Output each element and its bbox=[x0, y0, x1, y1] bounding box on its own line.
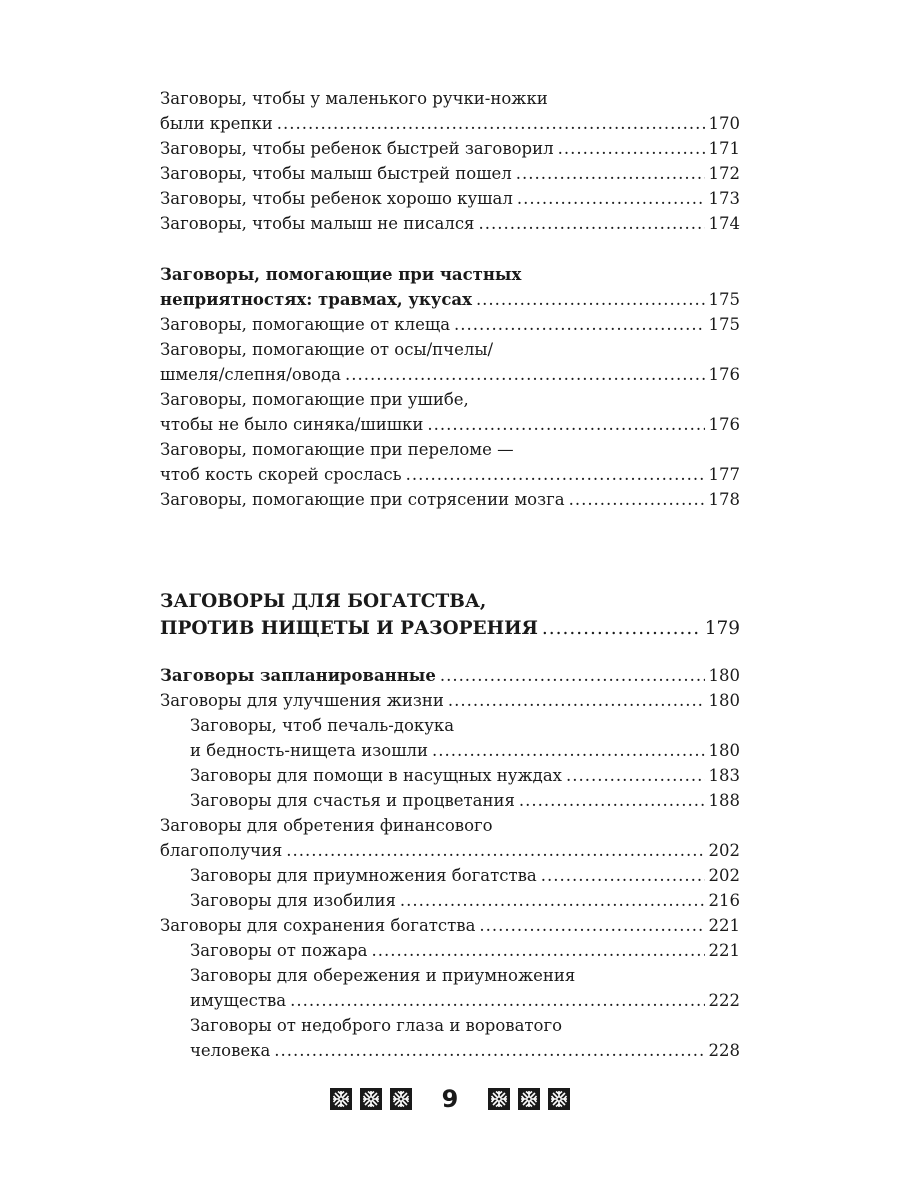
toc-entry-title: и бедность-нищета изошли bbox=[190, 741, 429, 760]
toc-entry[interactable] bbox=[160, 788, 740, 813]
toc-entry-continuation bbox=[160, 963, 740, 988]
toc-entry[interactable] bbox=[160, 663, 740, 688]
toc-entry-title: имущества bbox=[190, 991, 287, 1010]
toc-entry[interactable] bbox=[160, 863, 740, 888]
toc-entry-title: чтоб кость скорей срослась bbox=[160, 465, 402, 484]
toc-page-number: 177 bbox=[708, 465, 740, 484]
toc-entry[interactable] bbox=[160, 487, 740, 512]
toc-entry-title: Заговоры для приумножения богатства bbox=[190, 866, 537, 885]
toc-page-number: 173 bbox=[708, 189, 740, 208]
toc-entry[interactable] bbox=[160, 888, 740, 913]
toc-entry-continuation bbox=[160, 813, 740, 838]
toc-entry[interactable] bbox=[160, 161, 740, 186]
toc-entry-title: ЗАГОВОРЫ ДЛЯ БОГАТСТВА, bbox=[160, 591, 487, 612]
toc-entry-continuation bbox=[160, 337, 740, 362]
toc-page-number: 172 bbox=[708, 164, 740, 183]
toc-entry-title: Заговоры для изобилия bbox=[190, 891, 396, 910]
toc-page-number: 222 bbox=[708, 991, 740, 1010]
dot-leader bbox=[406, 462, 705, 487]
toc-entry-title: были крепки bbox=[160, 114, 273, 133]
dot-leader bbox=[517, 186, 705, 211]
dot-leader bbox=[274, 1038, 704, 1063]
toc-entry[interactable] bbox=[160, 287, 740, 312]
toc-page-number: 176 bbox=[708, 415, 740, 434]
toc-entry-title: Заговоры от недоброго глаза и вороватого bbox=[190, 1016, 563, 1035]
toc-entry-title: Заговоры, чтобы ребенок быстрей заговорил bbox=[160, 139, 554, 158]
toc-page-number: 171 bbox=[708, 139, 740, 158]
dot-leader bbox=[569, 487, 705, 512]
toc-page-number: 180 bbox=[708, 666, 740, 685]
toc-entry-title: Заговоры, чтобы малыш не писался bbox=[160, 214, 475, 233]
toc-entry[interactable] bbox=[160, 988, 740, 1013]
toc-page-number: 188 bbox=[708, 791, 740, 810]
toc-entry-continuation bbox=[160, 437, 740, 462]
toc-entry-title: ПРОТИВ НИЩЕТЫ И РАЗОРЕНИЯ bbox=[160, 618, 538, 639]
toc-page-number: 221 bbox=[708, 941, 740, 960]
toc-page-number: 174 bbox=[708, 214, 740, 233]
dot-leader bbox=[541, 863, 705, 888]
toc-entry-title: Заговоры, помогающие при частных bbox=[160, 265, 522, 284]
toc-entry[interactable] bbox=[160, 362, 740, 387]
toc-page-number: 228 bbox=[708, 1041, 740, 1060]
toc-page-number: 178 bbox=[708, 490, 740, 509]
toc-page-number: 170 bbox=[708, 114, 740, 133]
toc-entry-title: Заговоры, помогающие при переломе — bbox=[160, 440, 514, 459]
toc-entry[interactable] bbox=[160, 312, 740, 337]
toc-entry[interactable] bbox=[160, 211, 740, 236]
dot-leader bbox=[448, 688, 705, 713]
toc-page-number: 180 bbox=[708, 741, 740, 760]
toc-entry[interactable] bbox=[160, 738, 740, 763]
toc-entry-title: благополучия bbox=[160, 841, 283, 860]
toc-section bbox=[160, 588, 740, 642]
toc-entry-continuation bbox=[160, 262, 740, 287]
snowflake-ornament-icon bbox=[360, 1088, 382, 1110]
dot-leader bbox=[345, 362, 705, 387]
snowflake-ornament-icon bbox=[330, 1088, 352, 1110]
toc-entry-title: Заговоры, помогающие при ушибе, bbox=[160, 390, 469, 409]
toc-entry-continuation bbox=[160, 588, 740, 615]
toc-entry[interactable] bbox=[160, 111, 740, 136]
toc-section bbox=[160, 663, 740, 1063]
toc-entry[interactable] bbox=[160, 136, 740, 161]
dot-leader bbox=[454, 312, 704, 337]
dot-leader bbox=[478, 211, 704, 236]
toc-entry-title: Заговоры, чтоб печаль-докука bbox=[190, 716, 455, 735]
toc-page-number: 175 bbox=[708, 315, 740, 334]
dot-leader bbox=[427, 412, 704, 437]
toc-entry[interactable] bbox=[160, 938, 740, 963]
toc-entry-title: неприятностях: травмах, укусах bbox=[160, 290, 472, 309]
dot-leader bbox=[400, 888, 705, 913]
toc-entry-title: Заговоры от пожара bbox=[190, 941, 368, 960]
toc-entry-title: Заговоры для обережения и приумножения bbox=[190, 966, 576, 985]
toc-page-number: 176 bbox=[708, 365, 740, 384]
toc-entry[interactable] bbox=[160, 186, 740, 211]
toc-entry-title: Заговоры, помогающие при сотрясении мозга bbox=[160, 490, 565, 509]
snowflake-ornament-icon bbox=[548, 1088, 570, 1110]
toc-entry-title: Заговоры для сохранения богатства bbox=[160, 916, 476, 935]
snowflake-ornament-icon bbox=[518, 1088, 540, 1110]
toc-entry-title: человека bbox=[190, 1041, 271, 1060]
page-number: 9 bbox=[441, 1085, 459, 1113]
toc-entry-title: Заговоры, помогающие от осы/пчелы/ bbox=[160, 340, 494, 359]
toc-page-number: 180 bbox=[708, 691, 740, 710]
dot-leader bbox=[372, 938, 705, 963]
toc-entry-continuation bbox=[160, 86, 740, 111]
dot-leader bbox=[290, 988, 704, 1013]
toc-entry-title: Заговоры для улучшения жизни bbox=[160, 691, 444, 710]
dot-leader bbox=[277, 111, 705, 136]
toc-page-number: 202 bbox=[708, 866, 740, 885]
dot-leader bbox=[566, 763, 705, 788]
toc-entry[interactable] bbox=[160, 412, 740, 437]
dot-leader bbox=[479, 913, 704, 938]
toc-entry-title: Заговоры для счастья и процветания bbox=[190, 791, 515, 810]
toc-entry-title: чтобы не было синяка/шишки bbox=[160, 415, 424, 434]
toc-entry[interactable] bbox=[160, 913, 740, 938]
toc-entry-title: Заговоры, помогающие от клеща bbox=[160, 315, 451, 334]
page-footer bbox=[0, 1085, 900, 1113]
toc-entry-continuation bbox=[160, 387, 740, 412]
toc-entry-continuation bbox=[160, 1013, 740, 1038]
dot-leader bbox=[286, 838, 704, 863]
dot-leader bbox=[432, 738, 704, 763]
toc-page-number: 183 bbox=[708, 766, 740, 785]
snowflake-ornament-icon bbox=[390, 1088, 412, 1110]
toc-entry-title: Заговоры, чтобы у маленького ручки-ножки bbox=[160, 89, 548, 108]
toc-section bbox=[160, 86, 740, 236]
toc-entry[interactable] bbox=[160, 615, 740, 642]
toc-entry[interactable] bbox=[160, 838, 740, 863]
toc-page-number: 202 bbox=[708, 841, 740, 860]
toc-entry-title: Заговоры, чтобы ребенок хорошо кушал bbox=[160, 189, 513, 208]
toc-page-number: 216 bbox=[708, 891, 740, 910]
dot-leader bbox=[476, 287, 705, 312]
toc-entry-title: Заговоры запланированные bbox=[160, 666, 436, 685]
toc-section bbox=[160, 262, 740, 512]
toc-entry-continuation bbox=[160, 713, 740, 738]
dot-leader bbox=[542, 615, 701, 642]
dot-leader bbox=[558, 136, 705, 161]
toc-entry[interactable] bbox=[160, 688, 740, 713]
dot-leader bbox=[440, 663, 705, 688]
snowflake-ornament-icon bbox=[488, 1088, 510, 1110]
toc-entry-title: Заговоры, чтобы малыш быстрей пошел bbox=[160, 164, 512, 183]
toc-page-number: 175 bbox=[708, 290, 740, 309]
toc-entry-title: шмеля/слепня/овода bbox=[160, 365, 341, 384]
dot-leader bbox=[516, 161, 705, 186]
dot-leader bbox=[519, 788, 705, 813]
toc-page-number: 179 bbox=[704, 618, 740, 639]
toc-entry[interactable] bbox=[160, 462, 740, 487]
toc-page-number: 221 bbox=[708, 916, 740, 935]
toc-entry[interactable] bbox=[160, 763, 740, 788]
toc-entry-title: Заговоры для обретения финансового bbox=[160, 816, 493, 835]
toc-entry-title: Заговоры для помощи в насущных нуждах bbox=[190, 766, 562, 785]
toc-entry[interactable] bbox=[160, 1038, 740, 1063]
